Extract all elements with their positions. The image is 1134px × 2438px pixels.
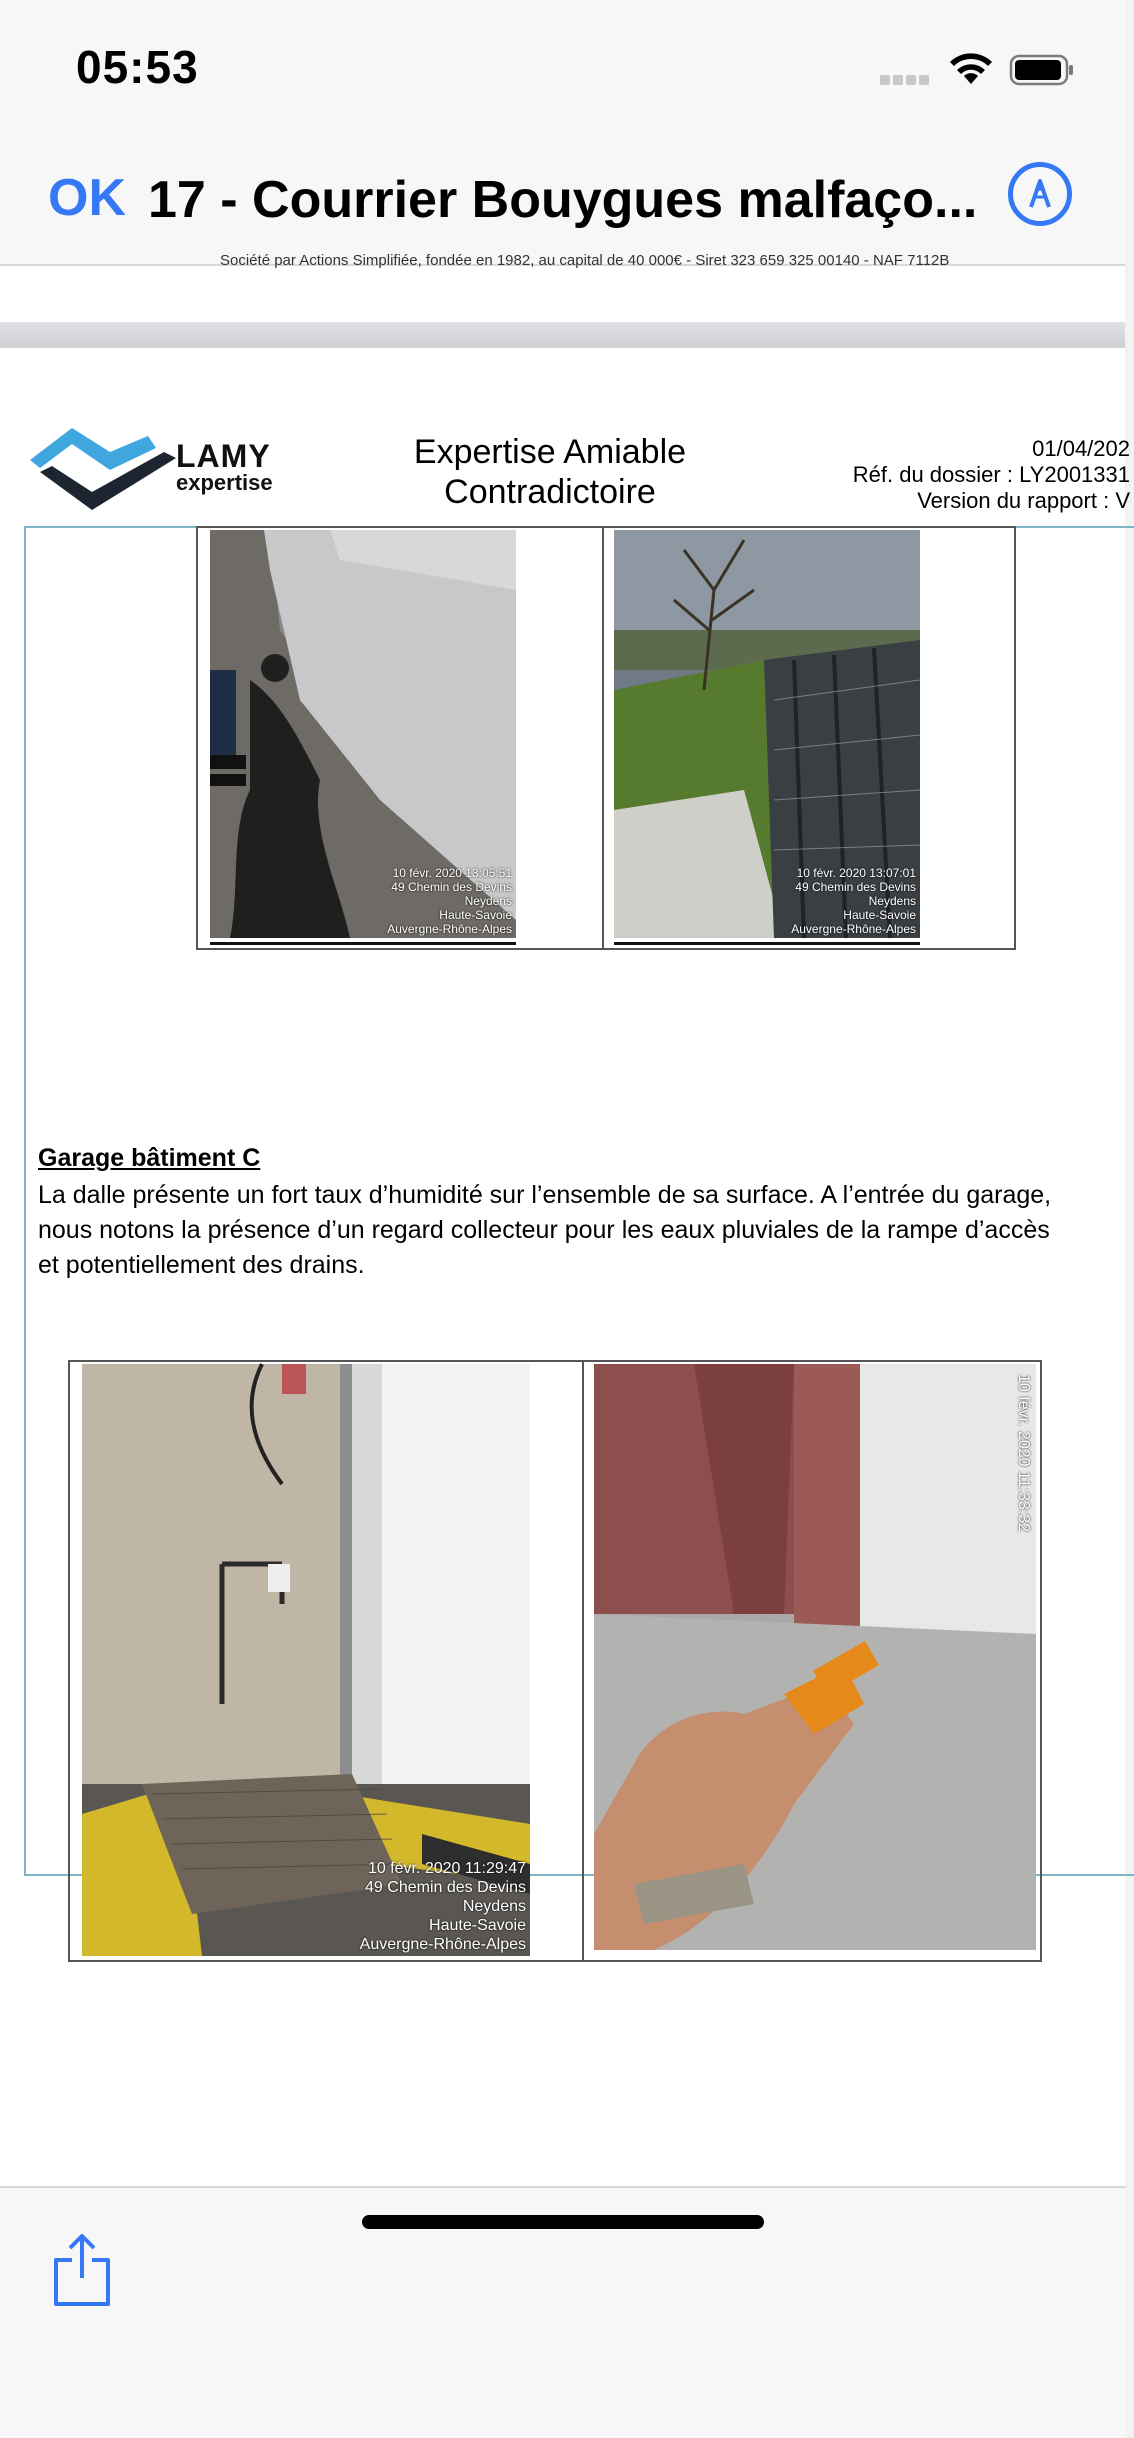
cellular-signal-icon: [880, 72, 936, 86]
home-indicator[interactable]: [362, 2215, 764, 2229]
photo-timestamp: 10 févr. 2020 13:05:51 49 Chemin des Devins Neydens Haute-Savoie Auvergne-Rhône-Alpes: [387, 866, 512, 936]
pdf-page: [0, 352, 1130, 2186]
photo-cell: [602, 528, 1014, 948]
report-version: Version du rapport : V: [917, 488, 1130, 513]
wifi-icon: [948, 48, 994, 88]
report-ref: Réf. du dossier : LY2001331: [852, 462, 1130, 487]
status-time: 05:53: [76, 41, 199, 93]
document-title: 17 - Courrier Bouygues malfaço...: [148, 171, 978, 229]
battery-icon: [1010, 54, 1076, 86]
section-heading: Garage bâtiment C: [38, 1144, 261, 1172]
report-meta: [760, 436, 1130, 514]
report-title-line1: Expertise Amiable: [413, 433, 687, 471]
photo-cell: [582, 1362, 1040, 1960]
previous-page-footer-text: Société par Actions Simplifiée, fondée en 1982, au capital de 40 000€ - Siret 323 659 325 00140 - NAF 7112B: [220, 252, 950, 269]
photo-underline: [614, 942, 920, 945]
navigation-bar: [0, 140, 1125, 266]
photo-timestamp-vertical: 10 févr. 2020 11:33:32: [1015, 1374, 1032, 1533]
photo-table-bottom: [68, 1360, 1042, 1962]
photo-timestamp: 10 févr. 2020 13:07:01 49 Chemin des Devins Neydens Haute-Savoie Auvergne-Rhône-Alpes: [791, 866, 916, 936]
markup-pen-icon: [1013, 167, 1067, 221]
done-button[interactable]: OK: [48, 169, 126, 227]
photo-timestamp: 10 févr. 2020 11:29:47 49 Chemin des Devins Neydens Haute-Savoie Auvergne-Rhône-Alpes: [359, 1860, 526, 1953]
photo-garden-fence: [614, 530, 920, 938]
photo-cell: [70, 1362, 584, 1960]
page-separator: [0, 322, 1125, 348]
logo-sub: expertise: [176, 470, 273, 495]
logo-brand: LAMY: [176, 438, 271, 474]
photo-cell: [198, 528, 604, 948]
section-paragraph: La dalle présente un fort taux d’humidité sur l’ensemble de sa surface. A l’entrée du garage, nous notons la présence d’un regard collecteur pour les eaux pluviales de la rampe d’accès et potentiellement des drains.: [38, 1181, 1052, 1279]
photo-underline: [210, 942, 516, 945]
previous-page-footer: [0, 252, 1125, 322]
markup-button[interactable]: [1008, 162, 1072, 226]
pdf-viewer[interactable]: [0, 252, 1130, 2186]
status-bar: [0, 0, 1125, 140]
photo-garage-entrance: [82, 1364, 530, 1956]
photo-table-top: [196, 526, 1016, 950]
report-title: [360, 432, 740, 512]
report-title-line2: Contradictoire: [444, 473, 656, 511]
photo-moisture-meter: [594, 1364, 1036, 1950]
share-icon[interactable]: [50, 2232, 114, 2308]
report-date: 01/04/202: [1032, 436, 1130, 461]
photo-wall-path: [210, 530, 516, 938]
